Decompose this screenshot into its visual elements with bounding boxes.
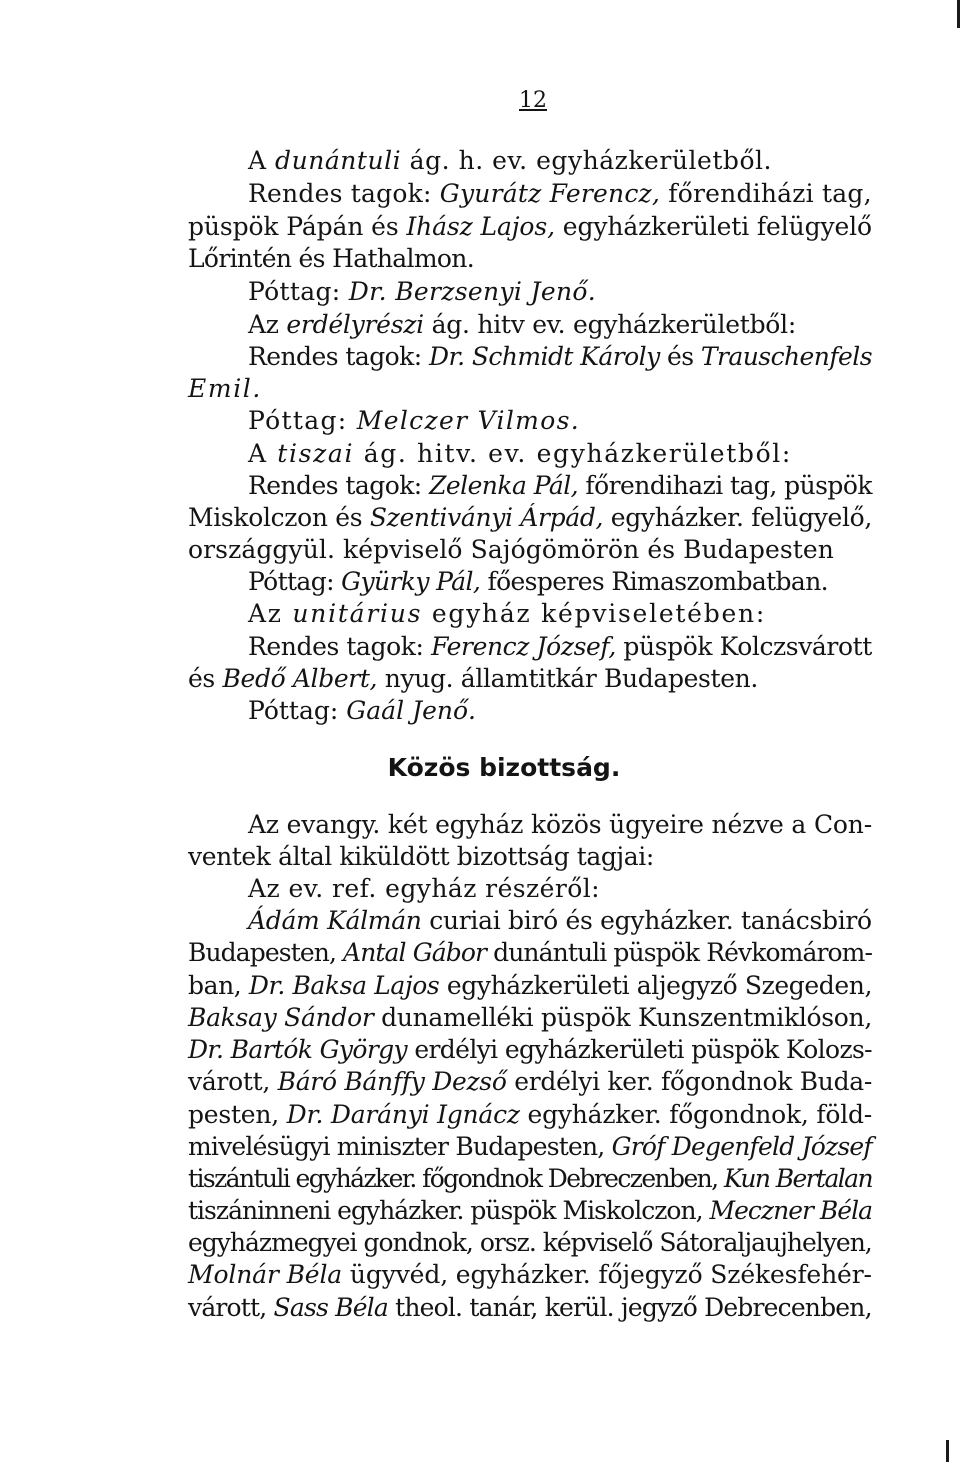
text-line	[0, 906, 960, 936]
italic-name: Ferencz József,	[431, 632, 616, 661]
text-run: ventek által kiküldött bizottság tagjai:	[188, 842, 654, 871]
text-line-content	[188, 664, 758, 694]
italic-name: Ihász Lajos,	[406, 212, 555, 241]
text-line-content	[188, 1003, 872, 1033]
text-line-content	[188, 244, 474, 274]
text-run: Az ev. ref. egyház részéről:	[248, 874, 601, 903]
text-line-content	[248, 310, 796, 340]
text-run: főrendihazi tag, püspök	[578, 471, 872, 500]
text-run: curiai biró és egyházker. tanácsbiró	[421, 906, 872, 935]
text-line-content	[248, 179, 872, 209]
text-run: várott,	[188, 1293, 274, 1322]
text-line-content	[188, 1035, 872, 1065]
italic-name: Meczner Béla	[709, 1196, 873, 1225]
text-line-content	[248, 632, 872, 662]
text-line-content	[188, 1228, 872, 1258]
text-line-content	[248, 406, 580, 436]
text-run: egyházker. felügyelő,	[603, 503, 873, 532]
text-run: főrendiházi tag,	[660, 179, 872, 208]
text-run: A	[248, 146, 276, 175]
text-line	[0, 1035, 960, 1065]
text-line-content	[248, 342, 872, 372]
italic-name: Dr. Berzsenyi Jenő.	[348, 277, 597, 306]
text-line-content	[188, 1196, 872, 1226]
text-line	[0, 874, 960, 904]
page-edge-mark-bottom	[946, 1440, 949, 1462]
text-line-content	[188, 374, 262, 404]
italic-name: Gróf Degenfeld József	[611, 1132, 872, 1161]
text-line-content	[248, 696, 476, 726]
text-line-content	[248, 810, 872, 840]
text-run: ban,	[188, 971, 249, 1000]
text-line	[0, 471, 960, 501]
italic-name: Kun Bertalan	[723, 1164, 872, 1193]
italic-name: Dr. Baksa Lajos	[248, 971, 440, 1000]
italic-name: Antal Gábor	[343, 938, 487, 967]
italic-name: Ádám Kálmán	[248, 906, 422, 935]
text-line	[0, 1293, 960, 1323]
italic-name: Melczer Vilmos.	[356, 406, 580, 435]
text-line	[0, 664, 960, 694]
text-line-content	[188, 1260, 872, 1290]
text-run: Az evangy. két egyház közös ügyeire nézve a Con-	[248, 810, 872, 839]
text-line	[0, 1132, 960, 1162]
text-line-content	[188, 503, 872, 533]
text-run: ág. hitv. ev. egyházkerületből:	[354, 439, 792, 468]
italic-name: Emil.	[188, 374, 262, 403]
italic-name: Sass Béla	[273, 1293, 388, 1322]
italic-name: Szentiványi Árpád,	[369, 503, 604, 532]
text-line-content	[188, 1132, 872, 1162]
text-line-content	[188, 1164, 872, 1194]
text-line	[0, 567, 960, 597]
text-run: mivelésügyi miniszter Budapesten,	[188, 1132, 612, 1161]
text-run: Az	[248, 599, 293, 628]
text-line-content	[188, 971, 872, 1001]
page-number: 12	[519, 88, 547, 113]
text-line	[0, 277, 960, 307]
italic-name: tiszai	[277, 439, 355, 468]
text-run: Rendes tagok:	[248, 471, 430, 500]
text-run: Rendes tagok:	[248, 179, 440, 208]
text-run: Az	[248, 310, 287, 339]
text-run: Rendes tagok:	[248, 632, 432, 661]
text-run: tiszántuli egyházker. főgondnok Debreczenben,	[188, 1164, 724, 1193]
text-run: ág. h. ev. egyházkerületből.	[401, 146, 773, 175]
italic-name: Dr. Bartók György	[188, 1035, 408, 1064]
text-run: Miskolczon és	[188, 503, 370, 532]
text-run: egyházker. főgondnok, föld-	[519, 1100, 873, 1129]
text-line	[0, 244, 960, 274]
text-line-content	[248, 599, 766, 629]
text-line	[0, 179, 960, 209]
italic-name: Molnár Béla	[188, 1260, 343, 1289]
text-line-content	[188, 212, 872, 242]
text-run: A	[248, 439, 278, 468]
text-run: theol. tanár, kerül. jegyző Debrecenben,	[387, 1293, 872, 1322]
text-run: erdélyi egyházkerületi püspök Kolozs-	[407, 1035, 872, 1064]
text-line-content	[248, 439, 792, 469]
italic-name: Bedő Albert,	[222, 664, 378, 693]
text-line-content	[248, 906, 872, 936]
text-line	[0, 374, 960, 404]
text-line	[0, 1164, 960, 1194]
text-line-content	[248, 277, 596, 307]
text-run: országgyül. képviselő Sajógömörön és Budapesten	[188, 535, 834, 564]
text-run: pesten,	[188, 1100, 287, 1129]
text-line	[0, 1260, 960, 1290]
text-line	[0, 439, 960, 469]
text-run: ág. hitv ev. egyházkerületből:	[423, 310, 796, 339]
text-line-content	[188, 1100, 872, 1130]
text-line	[0, 1100, 960, 1130]
italic-name: Baksay Sándor	[188, 1003, 374, 1032]
italic-name: Dr. Darányi Ignácz	[286, 1100, 520, 1129]
text-line	[0, 212, 960, 242]
text-line	[0, 696, 960, 726]
text-line	[0, 146, 960, 176]
text-line	[0, 1003, 960, 1033]
section-heading: Közös bizottság.	[387, 753, 621, 782]
text-run: ügyvéd, egyházker. főjegyző Székesfehér-	[342, 1260, 872, 1289]
italic-name: Dr. Schmidt Károly	[428, 342, 660, 371]
italic-name: unitárius	[292, 599, 423, 628]
text-run: egyházkerületi aljegyző Szegeden,	[439, 971, 872, 1000]
text-line-content	[188, 938, 872, 968]
text-run: Budapesten,	[188, 938, 344, 967]
text-run: egyházkerületi felügyelő	[554, 212, 872, 241]
italic-name: Gyurátz Ferencz,	[439, 179, 661, 208]
text-line-content	[188, 842, 654, 872]
text-line	[0, 406, 960, 436]
text-run: püspök Pápán és	[188, 212, 407, 241]
text-line	[0, 310, 960, 340]
text-run: egyházmegyei gondnok, orsz. képviselő Sátoraljaujhelyen,	[188, 1228, 872, 1257]
text-run: püspök Kolczsvárott	[615, 632, 872, 661]
text-run: Póttag:	[248, 277, 349, 306]
italic-name: Trauschenfels	[700, 342, 872, 371]
text-line	[0, 342, 960, 372]
text-line	[0, 971, 960, 1001]
text-line	[0, 938, 960, 968]
text-run: Póttag:	[248, 567, 342, 596]
text-run: egyház képviseletében:	[422, 599, 767, 628]
text-run: várott,	[188, 1067, 278, 1096]
text-line	[0, 632, 960, 662]
text-run: és	[659, 342, 701, 371]
text-line-content	[248, 146, 772, 176]
text-line	[0, 1228, 960, 1258]
text-run: nyug. államtitkár Budapesten.	[377, 664, 758, 693]
text-line	[0, 1196, 960, 1226]
italic-name: Zelenka Pál,	[429, 471, 579, 500]
italic-name: dunántuli	[275, 146, 402, 175]
text-line-content	[248, 567, 828, 597]
text-line	[0, 535, 960, 565]
text-line	[0, 599, 960, 629]
text-run: főesperes Rimaszombatban.	[480, 567, 828, 596]
text-run: Lőrintén és Hathalmon.	[188, 244, 474, 273]
text-line	[0, 810, 960, 840]
italic-name: Gaál Jenő.	[346, 696, 476, 725]
italic-name: Báró Bánffy Dezső	[277, 1067, 507, 1096]
text-line-content	[248, 471, 872, 501]
text-line	[0, 503, 960, 533]
text-line-content	[248, 874, 600, 904]
text-run: tiszáninneni egyházker. püspök Miskolczon,	[188, 1196, 710, 1225]
italic-name: Gyürky Pál,	[341, 567, 481, 596]
text-run: és	[188, 664, 223, 693]
text-run: Rendes tagok:	[248, 342, 429, 371]
text-line-content	[188, 535, 834, 565]
text-line	[0, 1067, 960, 1097]
text-line	[0, 842, 960, 872]
text-run: Póttag:	[248, 406, 357, 435]
text-run: erdélyi ker. főgondnok Buda-	[506, 1067, 873, 1096]
text-line-content	[188, 1067, 872, 1097]
text-run: dunántuli püspök Révkomárom-	[486, 938, 873, 967]
italic-name: erdélyrészi	[286, 310, 424, 339]
text-run: Póttag:	[248, 696, 347, 725]
text-line-content	[188, 1293, 872, 1323]
text-run: dunamelléki püspök Kunszentmiklóson,	[373, 1003, 872, 1032]
